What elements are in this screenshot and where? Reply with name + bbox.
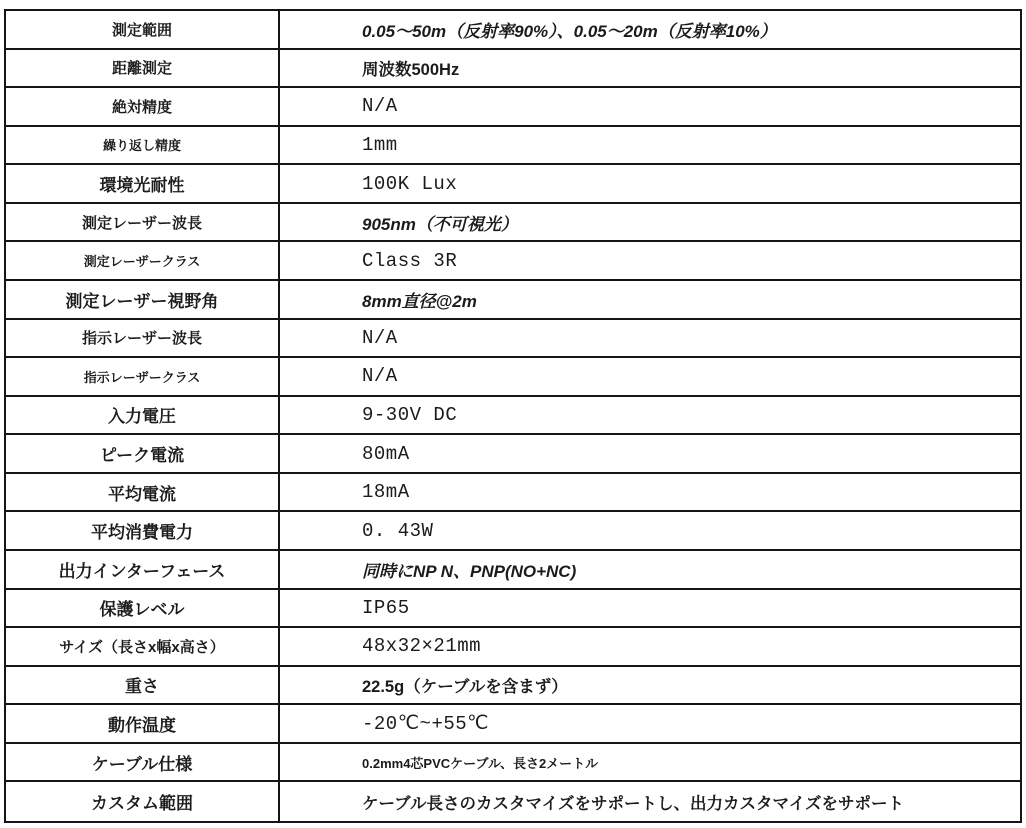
spec-label: 測定範囲 — [6, 11, 280, 48]
spec-label: 平均消費電力 — [6, 512, 280, 549]
spec-value: 22.5g（ケーブルを含まず） — [362, 677, 568, 696]
spec-value: 0.05～50m（反射率90%）、0.05～20m（反射率10%） — [362, 21, 777, 41]
spec-value: Class 3R — [362, 249, 458, 272]
spec-label: 入力電圧 — [6, 397, 280, 434]
spec-value: 8mm直径@2m — [362, 291, 477, 311]
spec-row — [6, 628, 1020, 667]
spec-label: ケーブル仕様 — [6, 744, 280, 781]
spec-value: 周波数500Hz — [362, 60, 460, 79]
spec-value: 80mA — [362, 442, 410, 465]
spec-row — [6, 50, 1020, 89]
spec-label: 距離測定 — [6, 50, 280, 87]
spec-label: 測定レーザー視野角 — [6, 281, 280, 318]
spec-value: 100K Lux — [362, 172, 458, 195]
spec-row — [6, 281, 1020, 320]
spec-label: 測定レーザークラス — [6, 242, 280, 279]
spec-label: 測定レーザー波長 — [6, 204, 280, 241]
spec-label: 指示レーザー波長 — [6, 320, 280, 357]
spec-row — [6, 127, 1020, 166]
spec-value: 48x32×21mm — [362, 635, 482, 658]
spec-value: ケーブル長さのカスタマイズをサポートし、出力カスタマイズをサポート — [362, 794, 905, 813]
spec-table — [4, 9, 1022, 823]
spec-value: 0. 43W — [362, 519, 434, 542]
spec-row — [6, 358, 1020, 397]
spec-label: ピーク電流 — [6, 435, 280, 472]
spec-value: 0.2mm4芯PVCケーブル、長さ2メートル — [362, 755, 599, 771]
spec-label: 指示レーザークラス — [6, 358, 280, 395]
spec-row — [6, 435, 1020, 474]
spec-row — [6, 204, 1020, 243]
spec-row — [6, 551, 1020, 590]
spec-value: 同時にNP N、PNP(NO+NC) — [362, 561, 577, 581]
spec-row — [6, 667, 1020, 706]
spec-value: -20℃~+55℃ — [362, 713, 489, 736]
spec-value: N/A — [362, 365, 398, 388]
spec-label: 保護レベル — [6, 590, 280, 627]
spec-row — [6, 320, 1020, 359]
spec-row — [6, 705, 1020, 744]
spec-label: カスタム範囲 — [6, 782, 280, 821]
spec-label: 出力インターフェース — [6, 551, 280, 588]
spec-value: 9-30V DC — [362, 403, 458, 426]
spec-row — [6, 165, 1020, 204]
spec-label: 環境光耐性 — [6, 165, 280, 202]
spec-row — [6, 242, 1020, 281]
spec-label: 重さ — [6, 667, 280, 704]
spec-label: 繰り返し精度 — [6, 127, 280, 164]
spec-value: 18mA — [362, 481, 410, 504]
spec-value: 905nm（不可視光） — [362, 214, 518, 234]
spec-value: 1mm — [362, 133, 398, 156]
spec-label: 動作温度 — [6, 705, 280, 742]
spec-row — [6, 782, 1020, 821]
spec-value: IP65 — [362, 596, 410, 619]
spec-value: N/A — [362, 326, 398, 349]
spec-row — [6, 590, 1020, 629]
spec-row — [6, 11, 1020, 50]
spec-row — [6, 88, 1020, 127]
spec-row — [6, 397, 1020, 436]
spec-label: 絶対精度 — [6, 88, 280, 125]
spec-label: サイズ（長さx幅x高さ） — [6, 628, 280, 665]
spec-row — [6, 512, 1020, 551]
spec-row — [6, 744, 1020, 783]
spec-value: N/A — [362, 95, 398, 118]
spec-label: 平均電流 — [6, 474, 280, 511]
spec-row — [6, 474, 1020, 513]
